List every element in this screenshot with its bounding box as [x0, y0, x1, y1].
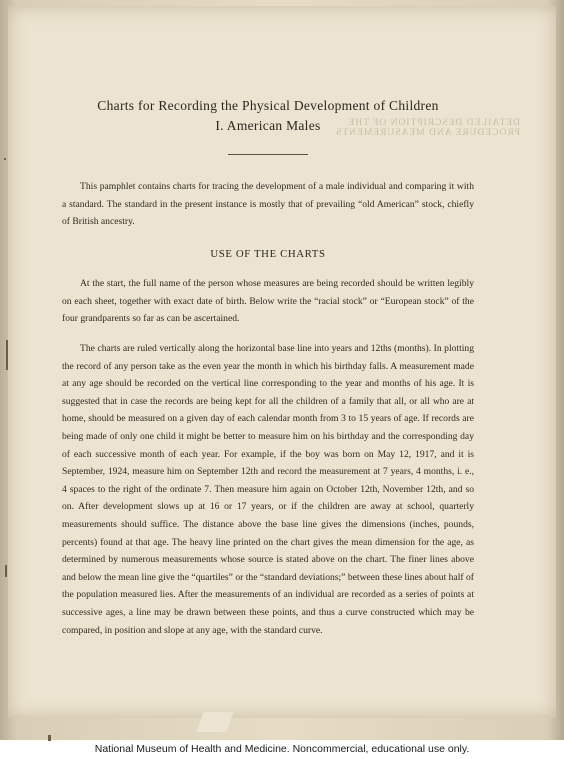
- bleed-through-text: DETAILED DESCRIPTION OF THE PROCEDURE AND MEASUREMENTS: [335, 118, 520, 138]
- intro-paragraph: This pamphlet contains charts for tracing the development of a male individual and comparing it with a standard. The standard in the present instance is mostly that of prevailing “old American” stock, chiefly of British ancestry.: [62, 181, 474, 228]
- binding-mark: [6, 340, 8, 370]
- body-paragraph-1: At the start, the full name of the person whose measures are being recorded should be written legibly on each sheet, together with exact date of birth. Below write the “racial stock” or “European stock” of the four grandparents so far as can be ascertained.: [62, 278, 474, 325]
- document-title: Charts for Recording the Physical Development of Children: [97, 98, 439, 113]
- binding-mark: [5, 565, 7, 577]
- document-subtitle: I. American Males: [215, 118, 321, 133]
- section-heading: USE OF THE CHARTS: [210, 248, 326, 260]
- binding-mark: [48, 735, 51, 741]
- footer-caption: National Museum of Health and Medicine. Noncommercial, educational use only.: [94, 743, 470, 755]
- body-paragraph-2: The charts are ruled vertically along the horizontal base line into years and 12ths (months). In plotting the record of any person take as the even year the month in which his birthday falls. A measurement made at any age should be recorded on the vertical line corresponding to the year and months of his age. It is suggested that in case the records are being kept for all the children of a family that all, or all who are at home, should be measured on a given day of each calendar month from 3 to 15 years of age. If records are being made of only one child it might be better to measure him on his birthday and the corresponding day of each successive month of each year. For example, if the boy was born on May 12, 1917, and it is September, 1924, measure him on September 12th and record the measurement at 7 years, 4 months, i. e., 4 spaces to the right of the ordinate 7. Then measure him again on October 12th, November 12th, and so on. After development slows up at 16 or 17 years, or if the children are away at school, quarterly measurements should suffice. The distance above the base line gives the dimensions (inches, pounds, percents) found at that age. The heavy line printed on the chart gives the mean dimension for the age, as determined by numerous measurements whose source is stated above on the chart. The finer lines above and below the mean line give the “quartiles” or the “standard deviations;” between these lines about half of the population measured lies. After the measurements of an individual are recorded as a series of points at successive ages, a line may be drawn between these points, and thus a curve constructed which may be compared, in position and slope at any age, with the standard curve.: [62, 343, 474, 636]
- title-divider: [228, 154, 308, 155]
- binding-mark: [4, 158, 6, 160]
